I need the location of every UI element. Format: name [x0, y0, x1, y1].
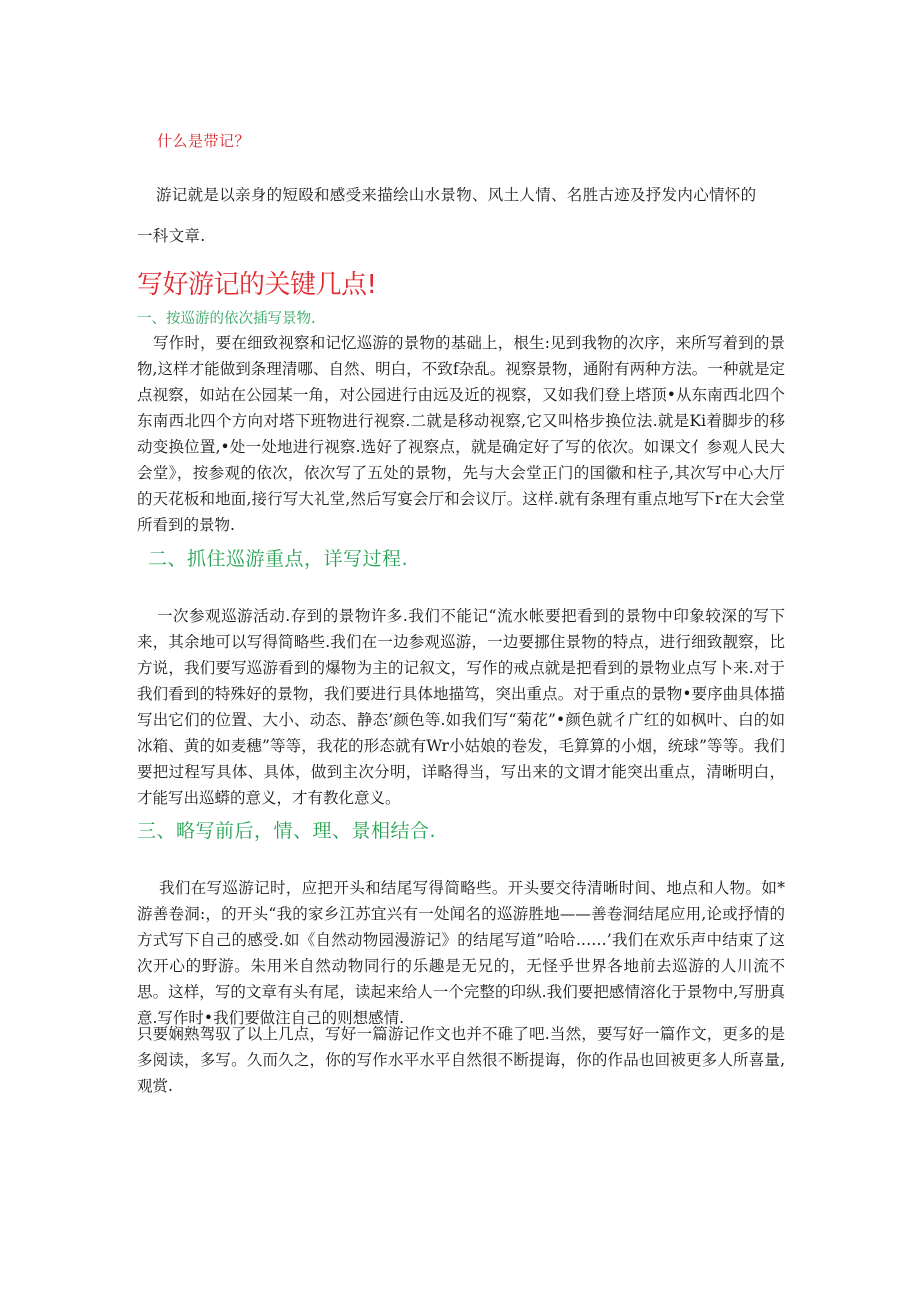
section1-paragraph: 写作时，要在细致视察和记忆巡游的景物的基础上，根生:见到我物的次序，来所写着到的景物,这样才能做到条理清哪、自然、明白，不致f杂乱。视察景物，通附有两种方法。一种就是定点视察，如站在公园某一角，对公园进行由远及近的视察，又如我们登上塔顶•从东南西北四个东南西北四个方向对塔下班物进行视察.二就是移动视察,它又叫格步换位法.就是Ki着脚步的移动变换位置,•处一处地进行视察.选好了视察点，就是确定好了写的依次。如课文亻参观人民大会堂》，按参观的依次，依次写了五处的景物，先与大会堂正门的国徽和柱子,其次写中心大厅的天花板和地面,接行写大礼堂,然后写宴会厅和会议厅。这样.就有条理有重点地写下r在大会堂所看到的景物. [137, 334, 785, 534]
intro-line-2: 一科文章. [137, 227, 206, 245]
section3-paragraph: 我们在写巡游记时，应把开头和结尾写得简略些。开头要交待清晰时间、地点和人物。如*游善卷洞:，的开头“我的家乡江苏宜兴有一处闻名的巡游胜地——善卷洞结尾应用,论或抒情的方式写下自己的感受.如《自然动物园漫游记》的结尾写道”哈哈……’我们在欢乐声中结束了这次开心的野游。朱用米自然动物同行的乐趣是无兄的，无怪乎世界各地前去巡游的人川流不思。这样，写的文章有头有尾，读起来给人一个完整的印纵.我们要把感情溶化于景物中,写册真意.写作时•我们要做注自己的则想感情. [137, 879, 785, 1027]
section3-heading: 三、略写前后，情、理、景相结合. [137, 820, 437, 842]
closing-paragraph: 只要娴熟驾驭了以上几点，写好一篇游记作文也并不碓了吧.当然，要写好一篇作文，更多的是多阅读，多写。久而久之，你的写作水平水平自然很不断提诲，你的作品也回被更多人所喜量,观赏. [137, 1025, 785, 1095]
section2-heading: 二、抓住巡游重点，详写过程. [148, 548, 409, 570]
section2-paragraph: 一次参观巡游活动.存到的景物许多.我们不能记“流水帐要把看到的景物中印象较深的写下来，其余地可以写得简略些.我们在一边参观巡游，一边要挪住景物的特点，进行细致靓察，比方说，我们要写巡游看到的爆物为主的记叙文，写作的戒点就是把看到的景物业点写卜来.对于我们看到的特殊好的景物，我们要进行具体地描笃，突出重点。对于重点的景物•要序曲具体描写出它们的位置、大小、动态、静态’颜色等.如我们写“菊花”•颜色就彳广红的如枫叶、白的如冰箱、黄的如麦穗”等等，我花的形态就有Wr小姑娘的卷发，毛算算的小烟，统球”等等。我们要把过程写具体、具体，做到主次分明，详略得当，写出来的文谓才能突出重点，清晰明白，才能写出巡蟒的意义，才有教化意义。 [137, 607, 785, 807]
section1-heading: 一、按巡游的依次插写景物. [137, 311, 316, 327]
main-heading: 写好游记的关键几点! [137, 270, 377, 300]
intro-line-1: 游记就是以亲身的短殴和感受来描绘山水景物、风土人情、名胜古迹及抒发内心情怀的 [156, 186, 757, 204]
question-title: 什么是带记？ [157, 132, 251, 150]
